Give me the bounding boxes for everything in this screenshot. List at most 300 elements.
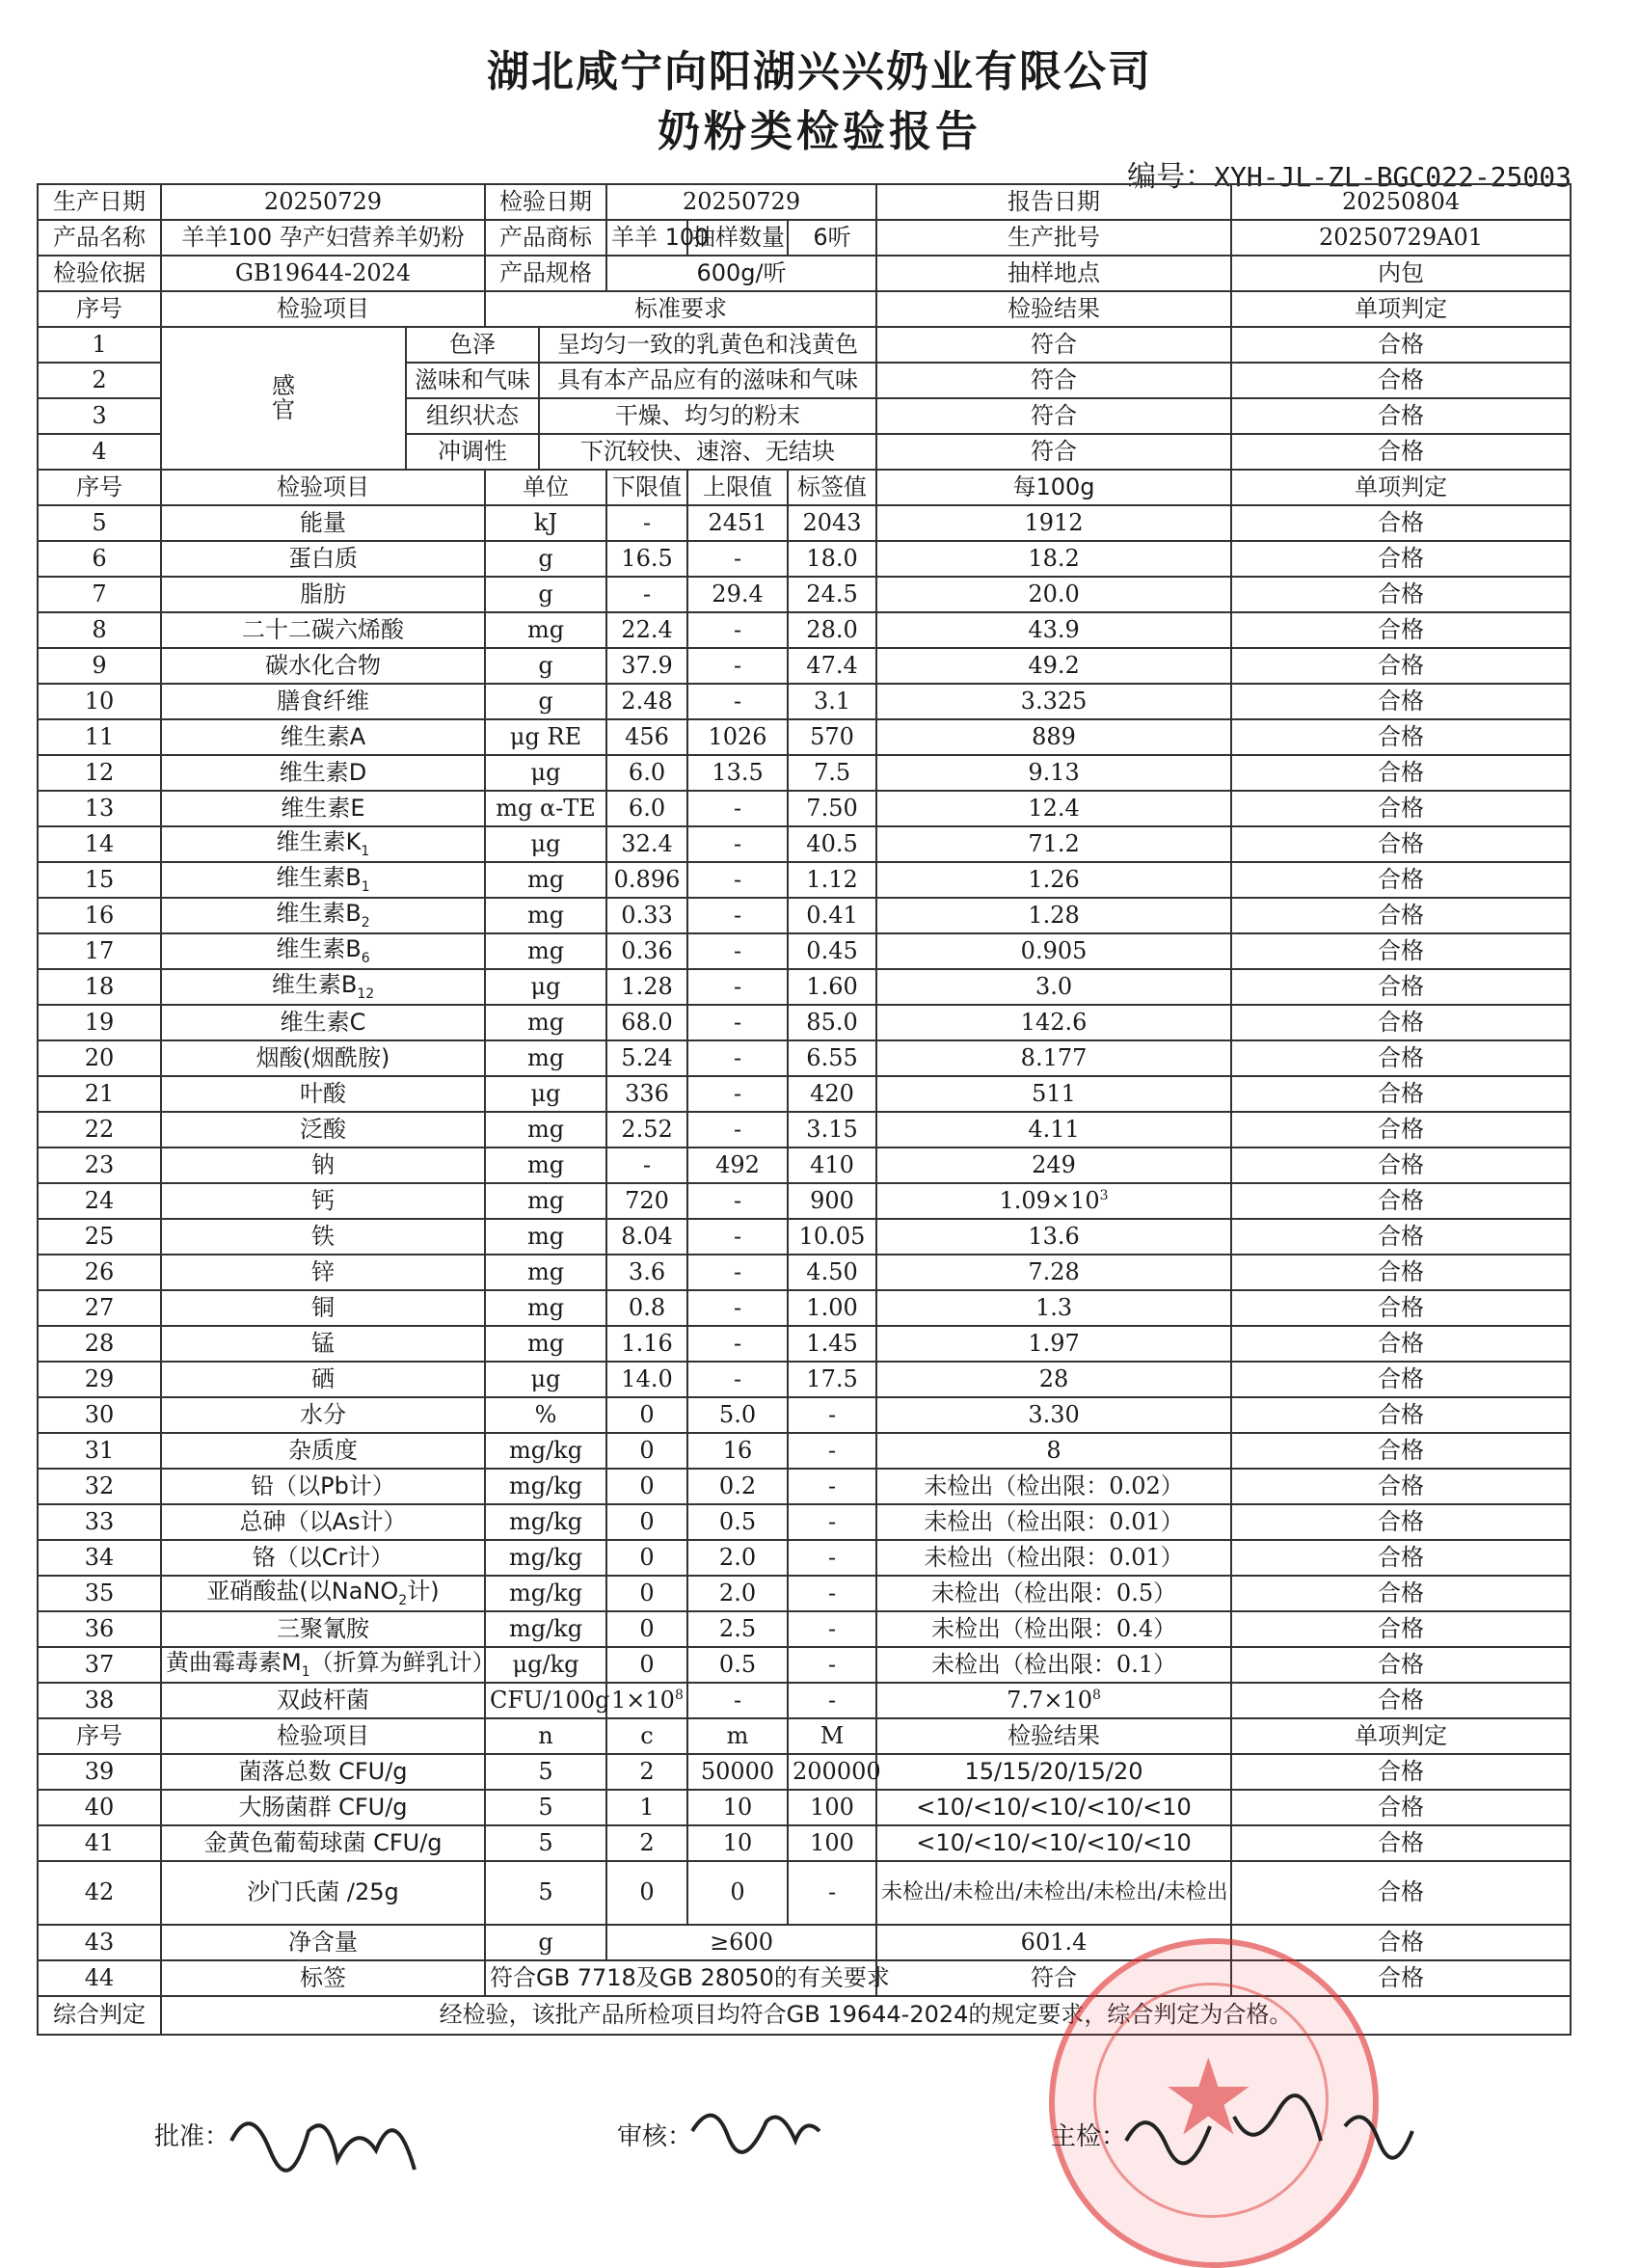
table-row bbox=[38, 1611, 1571, 1647]
row-item-text: 三聚氰胺 bbox=[277, 1614, 369, 1642]
row-unit: mg bbox=[485, 1290, 606, 1326]
micro-c: 0 bbox=[606, 1861, 687, 1925]
table-row bbox=[38, 933, 1571, 969]
row-low bbox=[606, 1148, 687, 1183]
sample-place-label: 抽样地点 bbox=[876, 256, 1231, 291]
table-row bbox=[38, 1825, 1571, 1861]
row-unit: mg α-TE bbox=[485, 791, 606, 826]
row-item bbox=[161, 1397, 485, 1433]
row-value-exponent: 8 bbox=[1091, 1687, 1101, 1703]
basis-label: 检验依据 bbox=[38, 256, 161, 291]
table-row bbox=[38, 577, 1571, 612]
nutrient-header-row bbox=[38, 470, 1571, 505]
row-judge: 合格 bbox=[1231, 1576, 1571, 1611]
sensory-header-row bbox=[38, 291, 1571, 327]
table-row bbox=[38, 1183, 1571, 1219]
table-row bbox=[38, 684, 1571, 719]
row-high: - bbox=[687, 541, 788, 577]
inspect-signatures bbox=[1118, 2088, 1417, 2165]
row-item-subscript: 1 bbox=[301, 1663, 310, 1680]
row-low-text: 0 bbox=[639, 1579, 655, 1606]
row-item bbox=[161, 577, 485, 612]
micro-M: 200000 bbox=[788, 1754, 876, 1790]
row-low-text: 0.36 bbox=[621, 936, 673, 964]
row-item bbox=[161, 1040, 485, 1076]
row-no: 31 bbox=[38, 1433, 161, 1469]
row-unit: mg bbox=[485, 1326, 606, 1362]
row-label: 1.00 bbox=[788, 1290, 876, 1326]
label-req: 符合GB 7718及GB 28050的有关要求 bbox=[485, 1960, 876, 1996]
row-unit: μg RE bbox=[485, 719, 606, 755]
row-value-text: 18.2 bbox=[1028, 544, 1080, 572]
row-unit: mg bbox=[485, 898, 606, 933]
inspect-signature-label: 主检： bbox=[1051, 2122, 1127, 2151]
row-label: 900 bbox=[788, 1183, 876, 1219]
row-label: - bbox=[788, 1433, 876, 1469]
row-value bbox=[876, 1290, 1231, 1326]
row-no: 32 bbox=[38, 1469, 161, 1504]
micro-c: 2 bbox=[606, 1754, 687, 1790]
row-unit: CFU/100g bbox=[485, 1683, 606, 1718]
micro-header-c: c bbox=[606, 1718, 687, 1754]
row-label: - bbox=[788, 1683, 876, 1718]
table-row bbox=[38, 1647, 1571, 1683]
table-row bbox=[38, 1754, 1571, 1790]
row-unit: g bbox=[485, 684, 606, 719]
row-value-text: 未检出（检出限：0.01） bbox=[924, 1543, 1184, 1571]
row-value-text: 未检出（检出限：0.4） bbox=[930, 1614, 1177, 1642]
row-low bbox=[606, 826, 687, 862]
row-no: 5 bbox=[38, 505, 161, 541]
row-no: 14 bbox=[38, 826, 161, 862]
row-high: - bbox=[687, 1683, 788, 1718]
row-high: 2451 bbox=[687, 505, 788, 541]
row-value-text: 8 bbox=[1046, 1436, 1061, 1464]
row-item bbox=[161, 1005, 485, 1040]
row-item bbox=[161, 898, 485, 933]
row-label: 2043 bbox=[788, 505, 876, 541]
row-value bbox=[876, 1148, 1231, 1183]
row-value bbox=[876, 719, 1231, 755]
sensory-item: 色泽 bbox=[406, 327, 539, 363]
row-low-text: 6.0 bbox=[628, 758, 666, 786]
row-item bbox=[161, 1148, 485, 1183]
row-judge: 合格 bbox=[1231, 541, 1571, 577]
row-no: 35 bbox=[38, 1576, 161, 1611]
row-value bbox=[876, 791, 1231, 826]
row-low-text: 336 bbox=[625, 1079, 669, 1107]
table-row bbox=[38, 1255, 1571, 1290]
sensory-row bbox=[38, 327, 1571, 363]
micro-no: 41 bbox=[38, 1825, 161, 1861]
row-no: 21 bbox=[38, 1076, 161, 1112]
row-item bbox=[161, 826, 485, 862]
micro-header-M: M bbox=[788, 1718, 876, 1754]
row-item-text: 泛酸 bbox=[300, 1115, 346, 1143]
row-item-subscript: 6 bbox=[361, 950, 370, 966]
row-low-text: - bbox=[642, 508, 652, 536]
table-row bbox=[38, 1290, 1571, 1326]
row-high: - bbox=[687, 1183, 788, 1219]
row-value bbox=[876, 1504, 1231, 1540]
row-unit: mg bbox=[485, 1255, 606, 1290]
nutrient-header-value: 每100g bbox=[876, 470, 1231, 505]
row-item-text: 维生素C bbox=[280, 1008, 366, 1036]
row-item bbox=[161, 1183, 485, 1219]
row-item bbox=[161, 719, 485, 755]
row-item-tail: 计) bbox=[407, 1577, 440, 1605]
row-judge: 合格 bbox=[1231, 1326, 1571, 1362]
row-high: 5.0 bbox=[687, 1397, 788, 1433]
row-item-subscript: 1 bbox=[361, 878, 370, 895]
sensory-result: 符合 bbox=[876, 434, 1231, 470]
row-high: - bbox=[687, 1290, 788, 1326]
row-no: 20 bbox=[38, 1040, 161, 1076]
row-low bbox=[606, 505, 687, 541]
nutrient-header-no: 序号 bbox=[38, 470, 161, 505]
row-item-text: 杂质度 bbox=[288, 1436, 358, 1464]
company-title: 湖北咸宁向阳湖兴兴奶业有限公司 bbox=[487, 47, 1152, 96]
row-value-text: 28 bbox=[1038, 1364, 1069, 1392]
row-low-text: 3.6 bbox=[628, 1257, 666, 1285]
row-item-text: 碳水化合物 bbox=[265, 651, 381, 679]
report-title: 奶粉类检验报告 bbox=[658, 107, 981, 156]
row-item bbox=[161, 1255, 485, 1290]
row-item bbox=[161, 1433, 485, 1469]
row-label: - bbox=[788, 1611, 876, 1647]
micro-header-result: 检验结果 bbox=[876, 1718, 1231, 1754]
row-item-text: 双歧杆菌 bbox=[277, 1686, 369, 1714]
table-row bbox=[38, 898, 1571, 933]
row-item-text: 钙 bbox=[311, 1186, 335, 1214]
row-value-text: 8.177 bbox=[1020, 1043, 1088, 1071]
row-value-text: 3.30 bbox=[1028, 1400, 1080, 1428]
row-label: 3.15 bbox=[788, 1112, 876, 1148]
row-value bbox=[876, 1683, 1231, 1718]
row-low bbox=[606, 898, 687, 933]
row-item bbox=[161, 1611, 485, 1647]
sensory-judge: 合格 bbox=[1231, 363, 1571, 398]
table-row bbox=[38, 505, 1571, 541]
insp-date-value: 20250729 bbox=[606, 184, 876, 220]
row-low-text: 5.24 bbox=[621, 1043, 673, 1071]
row-item-text: 黄曲霉毒素M bbox=[166, 1648, 302, 1676]
micro-header-no: 序号 bbox=[38, 1718, 161, 1754]
sensory-judge: 合格 bbox=[1231, 434, 1571, 470]
row-unit: mg bbox=[485, 1005, 606, 1040]
row-low bbox=[606, 1076, 687, 1112]
sensory-req: 下沉较快、速溶、无结块 bbox=[539, 434, 876, 470]
row-label: 40.5 bbox=[788, 826, 876, 862]
row-label: 4.50 bbox=[788, 1255, 876, 1290]
row-label: - bbox=[788, 1540, 876, 1576]
sensory-req: 干燥、均匀的粉末 bbox=[539, 398, 876, 434]
micro-judge: 合格 bbox=[1231, 1754, 1571, 1790]
row-value-text: 12.4 bbox=[1028, 794, 1080, 822]
row-item-text: 锰 bbox=[311, 1329, 335, 1357]
row-item bbox=[161, 684, 485, 719]
row-value-text: 1.26 bbox=[1028, 865, 1080, 893]
row-value-text: 13.6 bbox=[1028, 1222, 1080, 1250]
row-high: - bbox=[687, 1326, 788, 1362]
row-judge: 合格 bbox=[1231, 684, 1571, 719]
row-low-text: 456 bbox=[625, 722, 669, 750]
row-no: 11 bbox=[38, 719, 161, 755]
row-low bbox=[606, 1576, 687, 1611]
row-low-text: 2.52 bbox=[621, 1115, 673, 1143]
conclusion-text: 经检验，该批产品所检项目均符合GB 19644-2024的规定要求，综合判定为合格。 bbox=[161, 1996, 1571, 2035]
row-low-text: - bbox=[642, 1150, 652, 1178]
row-unit: μg bbox=[485, 969, 606, 1005]
row-high: - bbox=[687, 648, 788, 684]
row-low-text: 0 bbox=[639, 1650, 655, 1678]
row-no: 15 bbox=[38, 862, 161, 898]
table-row bbox=[38, 862, 1571, 898]
row-value bbox=[876, 755, 1231, 791]
row-low bbox=[606, 1397, 687, 1433]
row-high: - bbox=[687, 933, 788, 969]
row-item-text: 总砷（以As计） bbox=[239, 1507, 407, 1535]
row-high: - bbox=[687, 1219, 788, 1255]
row-low bbox=[606, 1040, 687, 1076]
basis-value: GB19644-2024 bbox=[161, 256, 485, 291]
spec-value: 600g/听 bbox=[606, 256, 876, 291]
row-item bbox=[161, 1290, 485, 1326]
micro-n: 5 bbox=[485, 1790, 606, 1825]
label-row bbox=[38, 1960, 1571, 1996]
micro-M: - bbox=[788, 1861, 876, 1925]
row-judge: 合格 bbox=[1231, 1219, 1571, 1255]
micro-header-n: n bbox=[485, 1718, 606, 1754]
row-value bbox=[876, 1611, 1231, 1647]
row-low bbox=[606, 755, 687, 791]
row-value-text: 1.28 bbox=[1028, 901, 1080, 929]
row-unit: μg bbox=[485, 1076, 606, 1112]
row-no: 28 bbox=[38, 1326, 161, 1362]
row-value bbox=[876, 1540, 1231, 1576]
row-no: 13 bbox=[38, 791, 161, 826]
row-low bbox=[606, 719, 687, 755]
sensory-result: 符合 bbox=[876, 363, 1231, 398]
row-value bbox=[876, 1647, 1231, 1683]
micro-item: 菌落总数 CFU/g bbox=[161, 1754, 485, 1790]
row-item-text: 叶酸 bbox=[300, 1079, 346, 1107]
row-unit: mg bbox=[485, 1183, 606, 1219]
report-table bbox=[37, 183, 1572, 2036]
doc-no-value: XYH-JL-ZL-BGC022-25003 bbox=[1214, 161, 1572, 193]
insp-date-label: 检验日期 bbox=[485, 184, 606, 220]
row-high: 2.5 bbox=[687, 1611, 788, 1647]
brand-label: 产品商标 bbox=[485, 220, 606, 256]
row-low bbox=[606, 791, 687, 826]
table-row bbox=[38, 612, 1571, 648]
row-item-subscript: 2 bbox=[361, 914, 370, 931]
row-value-text: 0.905 bbox=[1020, 936, 1088, 964]
row-item-text: 铅（以Pb计） bbox=[251, 1472, 395, 1499]
table-row bbox=[38, 1504, 1571, 1540]
row-unit: mg bbox=[485, 933, 606, 969]
row-item-text: 铜 bbox=[311, 1293, 335, 1321]
row-value-text: 未检出（检出限：0.1） bbox=[930, 1650, 1177, 1678]
row-no: 8 bbox=[38, 612, 161, 648]
row-low bbox=[606, 969, 687, 1005]
row-judge: 合格 bbox=[1231, 1683, 1571, 1718]
conclusion-label: 综合判定 bbox=[38, 1996, 161, 2035]
table-row bbox=[38, 1005, 1571, 1040]
row-item-text: 铁 bbox=[311, 1222, 335, 1250]
row-item bbox=[161, 505, 485, 541]
row-item-text: 维生素B bbox=[276, 899, 362, 927]
row-unit: mg bbox=[485, 862, 606, 898]
row-item bbox=[161, 969, 485, 1005]
prod-date-value: 20250729 bbox=[161, 184, 485, 220]
row-item-text: 蛋白质 bbox=[288, 544, 358, 572]
row-label: 24.5 bbox=[788, 577, 876, 612]
info-row-3 bbox=[38, 256, 1571, 291]
sensory-item: 冲调性 bbox=[406, 434, 539, 470]
row-item bbox=[161, 1076, 485, 1112]
table-row bbox=[38, 1148, 1571, 1183]
row-no: 24 bbox=[38, 1183, 161, 1219]
row-no: 22 bbox=[38, 1112, 161, 1148]
row-judge: 合格 bbox=[1231, 1183, 1571, 1219]
row-value bbox=[876, 969, 1231, 1005]
table-row bbox=[38, 1790, 1571, 1825]
row-no: 34 bbox=[38, 1540, 161, 1576]
sensory-group-label bbox=[161, 327, 406, 470]
row-no: 10 bbox=[38, 684, 161, 719]
row-value-text: 1.09×10 bbox=[999, 1186, 1100, 1214]
row-value bbox=[876, 1576, 1231, 1611]
row-value-text: 7.28 bbox=[1028, 1257, 1080, 1285]
row-label: - bbox=[788, 1469, 876, 1504]
net-content-no: 43 bbox=[38, 1925, 161, 1960]
row-low-text: 0 bbox=[639, 1507, 655, 1535]
info-row-2 bbox=[38, 220, 1571, 256]
sensory-group-char-1: 感 bbox=[272, 371, 295, 399]
row-no: 6 bbox=[38, 541, 161, 577]
row-low bbox=[606, 541, 687, 577]
table-row bbox=[38, 1326, 1571, 1362]
micro-item: 沙门氏菌 /25g bbox=[161, 1861, 485, 1925]
row-label: 410 bbox=[788, 1148, 876, 1183]
table-row bbox=[38, 719, 1571, 755]
table-row bbox=[38, 791, 1571, 826]
net-content-unit: g bbox=[485, 1925, 606, 1960]
row-high: 16 bbox=[687, 1433, 788, 1469]
row-low bbox=[606, 1504, 687, 1540]
row-item-text: 亚硝酸盐(以NaNO bbox=[206, 1577, 399, 1605]
row-low bbox=[606, 1611, 687, 1647]
row-low-text: - bbox=[642, 580, 652, 608]
row-judge: 合格 bbox=[1231, 1112, 1571, 1148]
row-item-text: 烟酸(烟酰胺) bbox=[255, 1043, 390, 1071]
row-judge: 合格 bbox=[1231, 505, 1571, 541]
micro-result: <10/<10/<10/<10/<10 bbox=[876, 1825, 1231, 1861]
net-content-item: 净含量 bbox=[161, 1925, 485, 1960]
row-item-text: 钠 bbox=[311, 1150, 335, 1178]
row-label: - bbox=[788, 1504, 876, 1540]
sensory-item: 滋味和气味 bbox=[406, 363, 539, 398]
row-no: 18 bbox=[38, 969, 161, 1005]
row-value bbox=[876, 1112, 1231, 1148]
row-judge: 合格 bbox=[1231, 898, 1571, 933]
sensory-item: 组织状态 bbox=[406, 398, 539, 434]
row-value bbox=[876, 1040, 1231, 1076]
row-low-text: 37.9 bbox=[621, 651, 673, 679]
row-low bbox=[606, 1255, 687, 1290]
row-unit: mg/kg bbox=[485, 1504, 606, 1540]
row-judge: 合格 bbox=[1231, 755, 1571, 791]
table-row bbox=[38, 1469, 1571, 1504]
net-content-judge: 合格 bbox=[1231, 1925, 1571, 1960]
row-low bbox=[606, 684, 687, 719]
row-label: 6.55 bbox=[788, 1040, 876, 1076]
row-item bbox=[161, 755, 485, 791]
row-value bbox=[876, 898, 1231, 933]
nutrient-header-judge: 单项判定 bbox=[1231, 470, 1571, 505]
approve-signature bbox=[222, 2083, 443, 2189]
micro-m: 10 bbox=[687, 1790, 788, 1825]
row-high: - bbox=[687, 862, 788, 898]
row-low bbox=[606, 1433, 687, 1469]
nutrient-header-high: 上限值 bbox=[687, 470, 788, 505]
row-label: 420 bbox=[788, 1076, 876, 1112]
table-row bbox=[38, 1540, 1571, 1576]
row-unit: mg bbox=[485, 1112, 606, 1148]
row-value bbox=[876, 1183, 1231, 1219]
row-value bbox=[876, 684, 1231, 719]
row-value-text: 3.0 bbox=[1034, 972, 1073, 1000]
micro-n: 5 bbox=[485, 1825, 606, 1861]
row-unit: mg bbox=[485, 1040, 606, 1076]
row-judge: 合格 bbox=[1231, 719, 1571, 755]
row-high: 29.4 bbox=[687, 577, 788, 612]
row-low bbox=[606, 1326, 687, 1362]
nutrient-header-label: 标签值 bbox=[788, 470, 876, 505]
row-low-text: 68.0 bbox=[621, 1008, 673, 1036]
row-unit: μg bbox=[485, 755, 606, 791]
row-value bbox=[876, 577, 1231, 612]
sensory-no: 2 bbox=[38, 363, 161, 398]
sensory-no: 1 bbox=[38, 327, 161, 363]
table-row bbox=[38, 1683, 1571, 1718]
batch-label: 生产批号 bbox=[876, 220, 1231, 256]
row-value bbox=[876, 1362, 1231, 1397]
row-judge: 合格 bbox=[1231, 933, 1571, 969]
micro-M: 100 bbox=[788, 1825, 876, 1861]
row-low-text: 1×10 bbox=[611, 1686, 675, 1714]
row-value bbox=[876, 1219, 1231, 1255]
table-row bbox=[38, 648, 1571, 684]
sensory-no: 4 bbox=[38, 434, 161, 470]
row-high: - bbox=[687, 1255, 788, 1290]
row-judge: 合格 bbox=[1231, 1040, 1571, 1076]
sample-place-value: 内包 bbox=[1231, 256, 1571, 291]
table-row bbox=[38, 1076, 1571, 1112]
row-unit: g bbox=[485, 541, 606, 577]
row-item-text: 维生素D bbox=[279, 758, 367, 786]
nutrient-rows bbox=[38, 505, 1571, 1718]
net-content-result: 601.4 bbox=[876, 1925, 1231, 1960]
row-no: 33 bbox=[38, 1504, 161, 1540]
row-judge: 合格 bbox=[1231, 1148, 1571, 1183]
row-label: 0.41 bbox=[788, 898, 876, 933]
product-name-value: 羊羊100 孕产妇营养羊奶粉 bbox=[161, 220, 485, 256]
row-judge: 合格 bbox=[1231, 1005, 1571, 1040]
row-item-tail: （折算为鲜乳计） bbox=[309, 1648, 496, 1676]
prod-date-label: 生产日期 bbox=[38, 184, 161, 220]
